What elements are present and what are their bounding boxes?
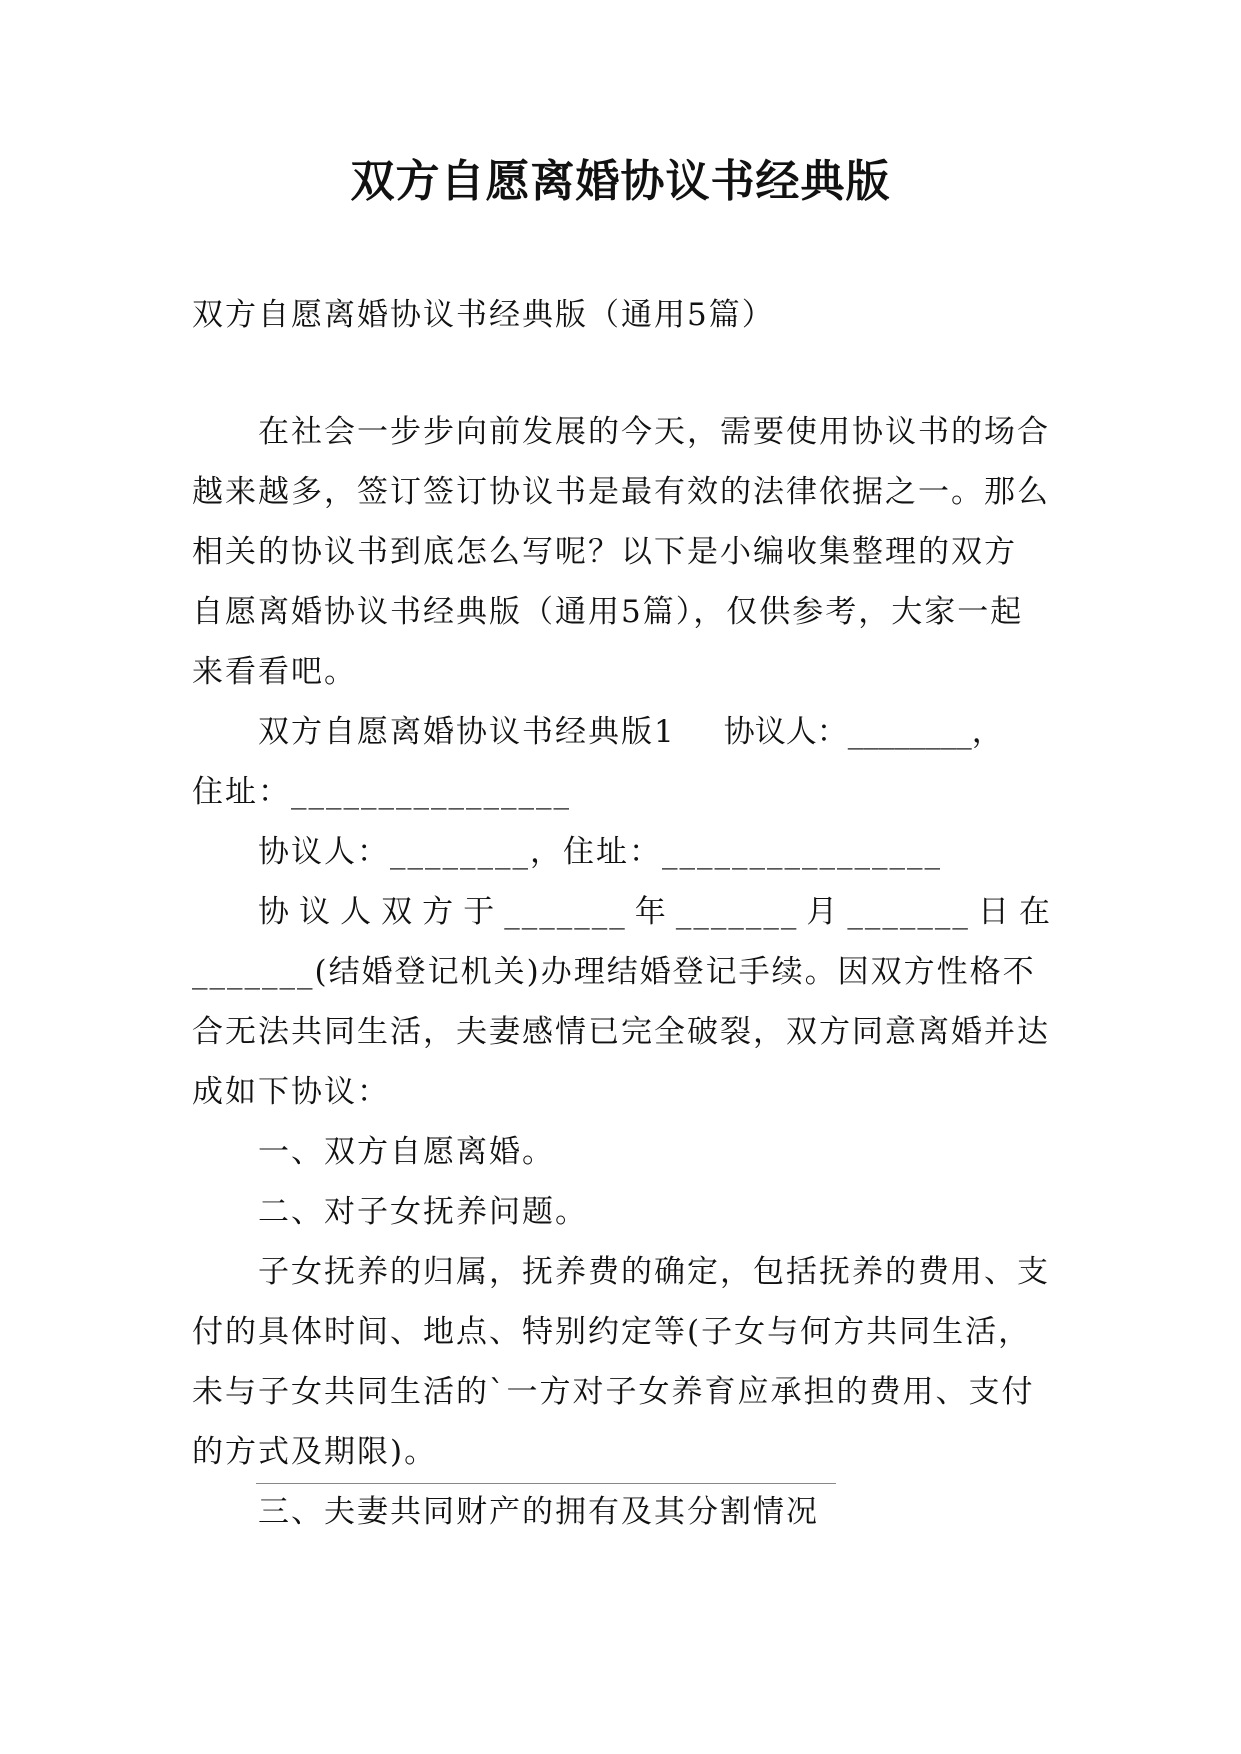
agreement-paragraph (192, 882, 1052, 1122)
clause-2-detail-line: 的方式及期限)。 (192, 1434, 438, 1470)
party-1-field: 协议人：________， (723, 714, 1003, 750)
agreement-line: 协议人双方于_______年_______月_______日在 (258, 894, 1052, 930)
party-1-address: 住址：________________ (192, 774, 571, 810)
intro-paragraph (192, 402, 1052, 702)
clause-2-detail-line: 未与子女共同生活的`一方对子女养育应承担的费用、支付 (192, 1374, 1035, 1410)
signature-underline (256, 1483, 836, 1484)
intro-line: 越来越多，签订签订协议书是最有效的法律依据之一。那么 (192, 474, 1050, 510)
intro-line: 在社会一步步向前发展的今天，需要使用协议书的场合 (258, 414, 1050, 450)
party-2-line: 协议人：________，住址：________________ (258, 834, 942, 870)
document-title: 双方自愿离婚协议书经典版 (350, 156, 891, 207)
document-subtitle: 双方自愿离婚协议书经典版（通用5篇） (192, 297, 775, 333)
clause-1: 一、双方自愿离婚。 (258, 1134, 555, 1170)
clause-3: 三、夫妻共同财产的拥有及其分割情况 (258, 1494, 819, 1530)
clause-2-detail-line: 子女抚养的归属，抚养费的确定，包括抚养的费用、支 (258, 1254, 1050, 1290)
agreement-line: 合无法共同生活，夫妻感情已完全破裂，双方同意离婚并达 (192, 1014, 1050, 1050)
intro-line: 自愿离婚协议书经典版（通用5篇），仅供参考，大家一起 (192, 594, 1024, 630)
section-1-title: 双方自愿离婚协议书经典版1 (258, 714, 676, 750)
clause-2-detail-line: 付的具体时间、地点、特别约定等(子女与何方共同生活， (192, 1314, 1032, 1350)
section-1-heading-line (192, 702, 1052, 762)
clause-2: 二、对子女抚养问题。 (258, 1194, 588, 1230)
clause-2-detail (192, 1242, 1052, 1482)
agreement-line: 成如下协议： (192, 1074, 390, 1110)
section-1 (192, 702, 1052, 1542)
intro-line: 相关的协议书到底怎么写呢？以下是小编收集整理的双方 (192, 534, 1017, 570)
document-body (192, 285, 1052, 1542)
intro-line: 来看看吧。 (192, 654, 357, 690)
agreement-line: _______(结婚登记机关)办理结婚登记手续。因双方性格不 (192, 954, 1036, 990)
